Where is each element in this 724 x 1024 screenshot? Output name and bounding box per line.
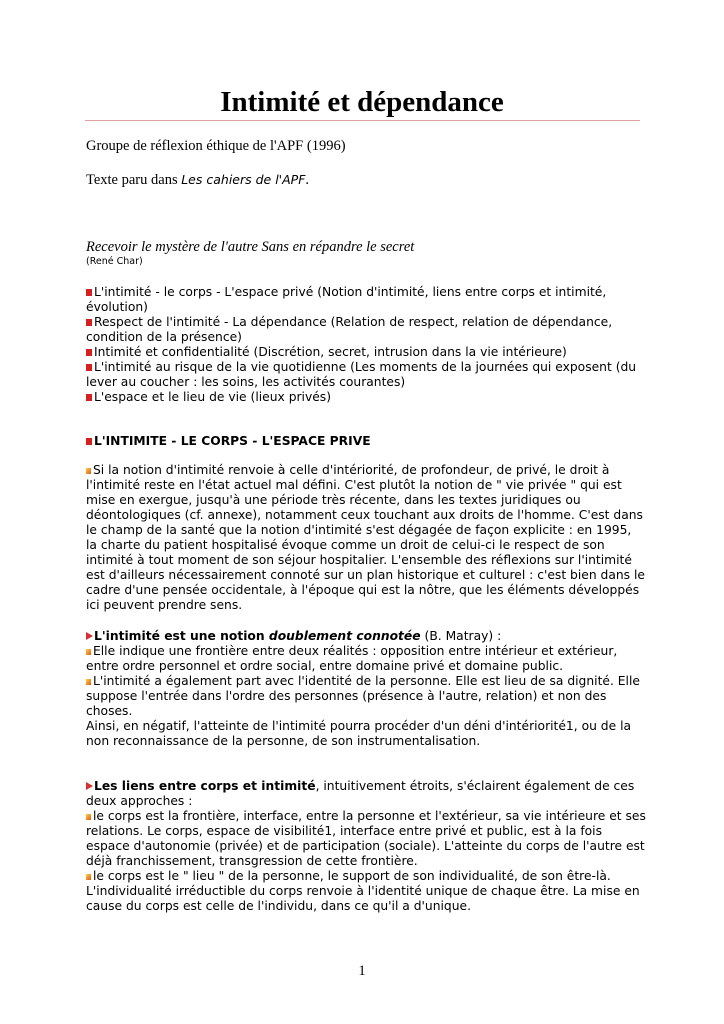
liens-section: [86, 779, 646, 914]
red-square-bullet-icon: [86, 319, 92, 326]
notion-point: L'intimité a également part avec l'identité de la personne. Elle est lieu de sa dignité. Elle suppose l'entrée dans l'ordre des personnes (présence à l'autre, relation) et non des choses.: [86, 674, 640, 718]
red-square-bullet-icon: [86, 289, 92, 296]
toc-item: L'intimité au risque de la vie quotidienne (Les moments de la journées qui exposent (du lever au coucher : les soins, les activités courantes): [86, 360, 637, 389]
orange-square-bullet-icon: [86, 649, 91, 655]
orange-square-bullet-icon: [86, 679, 91, 685]
liens-point: le corps est le " lieu " de la personne, le support de son individualité, de son être-là. L'individualité irréductible du corps renvoie à l'identité unique de chaque être. La mise en cause du corps est celle de l'individu, dans ce qu'il a d'unique.: [86, 869, 640, 913]
intro-paragraph: Si la notion d'intimité renvoie à celle d'intériorité, de profondeur, de privé, le droit à l'intimité reste en l'état actuel mal défini. C'est plutôt la notion de " vie privée " qui est mise en exergue, jusqu'à une période très récente, dans les textes juridiques ou déontologiques (cf. annexe), notamment ceux touchant aux droits de l'homme. C'est dans le champ de la santé que la notion d'intimité s'est dégagée de façon explicite : en 1995, la charte du patient hospitalisé évoque comme un droit de celui-ci le respect de son intimité à tout moment de son séjour hospitalier. L'ensemble des réflexions sur l'intimité est d'ailleurs nécessairement connoté sur un plan historique et culturel : c'est bien dans le cadre d'une pensée occidentale, à l'époque qui est la nôtre, que les éléments développés ici peuvent prendre sens.: [86, 463, 645, 612]
orange-square-bullet-icon: [86, 814, 91, 820]
toc-item: Respect de l'intimité - La dépendance (Relation de respect, relation de dépendance, condition de la présence): [86, 315, 613, 344]
red-square-bullet-icon: [86, 394, 92, 401]
section-heading: L'INTIMITE - LE CORPS - L'ESPACE PRIVE: [86, 434, 371, 448]
red-triangle-bullet-icon: [86, 632, 93, 640]
subtitle: Groupe de réflexion éthique de l'APF (1996): [86, 138, 346, 154]
epigraph-author: (René Char): [86, 256, 143, 267]
notion-conclusion: Ainsi, en négatif, l'atteinte de l'intimité pourra procéder d'un déni d'intériorité1, ou de la non reconnaissance de la personne, de son instrumentalisation.: [86, 719, 632, 748]
publication-prefix: Texte paru dans: [86, 172, 182, 188]
toc-item: L'espace et le lieu de vie (lieux privés): [86, 390, 646, 405]
notion-point: Elle indique une frontière entre deux réalités : opposition entre intérieur et extérieur, entre ordre personnel et ordre social, entre domaine privé et domaine public.: [86, 644, 618, 673]
epigraph-quote: Recevoir le mystère de l'autre Sans en répandre le secret: [86, 239, 415, 255]
title-underline: [85, 120, 640, 121]
toc-item: L'intimité - le corps - L'espace privé (Notion d'intimité, liens entre corps et intimité, évolution): [86, 285, 607, 314]
toc-item: Intimité et confidentialité (Discrétion, secret, intrusion dans la vie intérieure): [86, 345, 646, 360]
red-square-bullet-icon: [86, 364, 92, 371]
table-of-contents: [86, 285, 646, 405]
orange-square-bullet-icon: [86, 468, 91, 474]
liens-lead: Les liens entre corps et intimité, intuitivement étroits, s'éclairent également de ces deux approches :: [86, 779, 635, 808]
orange-square-bullet-icon: [86, 874, 91, 880]
liens-point: le corps est la frontière, interface, entre la personne et l'extérieur, sa vie intérieure et ses relations. Le corps, espace de visibilité1, interface entre privé et public, est à la fois espace d'autonomie (privée) et de participation (sociale). L'atteinte du corps de l'autre est déjà franchissement, transgression de cette frontière.: [86, 809, 646, 868]
notion-lead: L'intimité est une notion doublement connotée (B. Matray) :: [86, 629, 646, 644]
publication-note: [86, 172, 309, 189]
page-number: 1: [358, 963, 366, 979]
red-square-bullet-icon: [86, 349, 92, 356]
notion-section: [86, 629, 646, 749]
publication-suffix: .: [305, 172, 310, 188]
red-triangle-bullet-icon: [86, 782, 93, 790]
magazine-title: Les cahiers de l'APF: [181, 172, 306, 187]
red-square-bullet-icon: [86, 438, 92, 445]
document-title: Intimité et dépendance: [220, 86, 504, 118]
